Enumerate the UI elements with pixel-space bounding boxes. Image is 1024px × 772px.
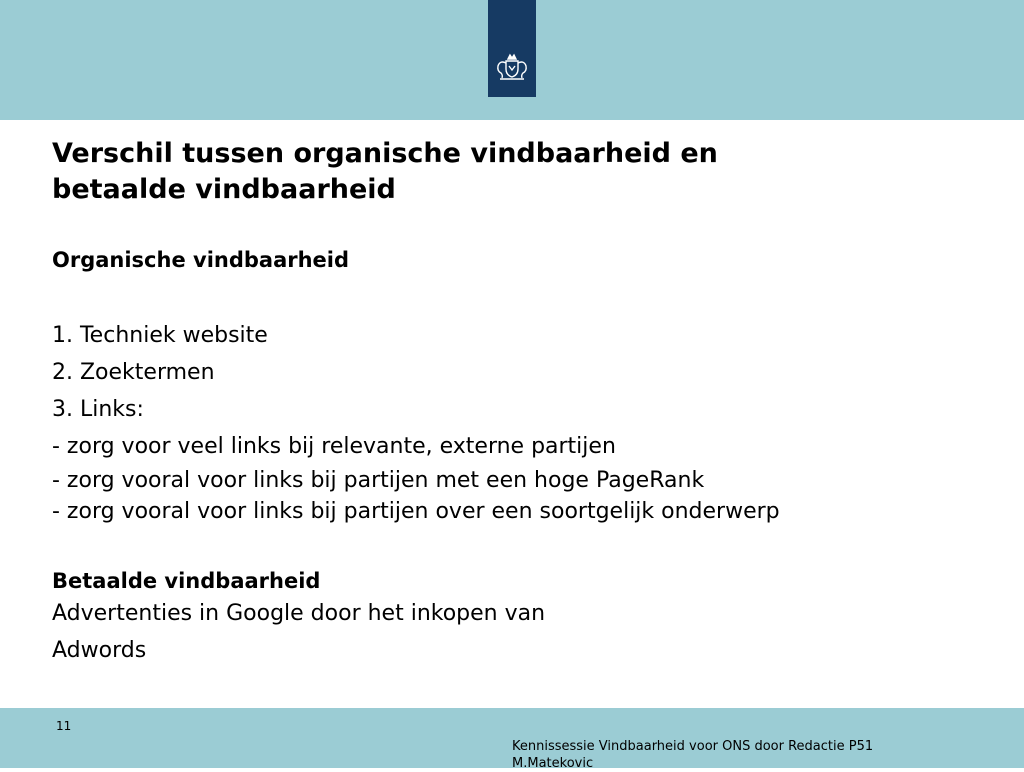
slide-title-line1: Verschil tussen organische vindbaarheid en [52, 138, 718, 169]
organic-item: 3. Links: [52, 397, 144, 422]
page-number: 11 [56, 719, 72, 733]
slide-title [52, 136, 952, 208]
footer-line1: Kennissessie Vindbaarheid voor ONS door Redactie P51 [512, 739, 874, 754]
footer-line2: M.Matekovic [512, 756, 594, 771]
paid-heading: Betaalde vindbaarheid [52, 569, 321, 593]
slide-content [52, 246, 992, 669]
paid-line: Adwords [52, 638, 147, 663]
paid-line: Advertenties in Google door het inkopen van [52, 601, 546, 626]
organic-item: - zorg vooral voor links bij partijen met een hoge PageRank [52, 468, 705, 493]
logo [488, 0, 536, 97]
organic-item: - zorg voor veel links bij relevante, externe partijen [52, 434, 616, 459]
header-band [0, 0, 1024, 120]
organic-item: 2. Zoektermen [52, 360, 215, 385]
organic-item: - zorg vooral voor links bij partijen over een soortgelijk onderwerp [52, 499, 780, 524]
slide-title-line2: betaalde vindbaarheid [52, 174, 396, 205]
coat-of-arms-icon [492, 52, 532, 82]
footer-text [512, 738, 873, 772]
organic-item: 1. Techniek website [52, 323, 268, 348]
organic-heading: Organische vindbaarheid [52, 248, 350, 272]
